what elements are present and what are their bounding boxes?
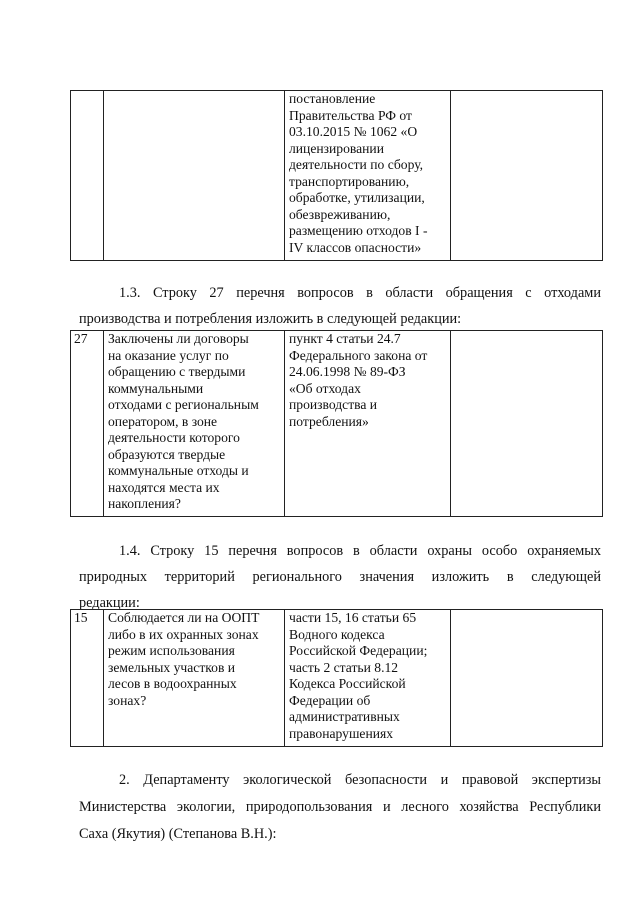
cell-text-line: деятельности по сбору, — [289, 157, 424, 172]
table-row-15 — [70, 609, 603, 747]
cell-legal-basis — [285, 91, 451, 261]
cell-text-line: части 15, 16 статьи 65 — [289, 610, 417, 625]
cell-number: 15 — [71, 610, 104, 747]
cell-notes — [451, 610, 603, 747]
cell-text-line: производства и — [289, 397, 378, 412]
cell-text-line: потребления» — [289, 413, 369, 429]
paragraph-1-3 — [79, 280, 601, 332]
cell-text-line: лесов в водоохранных — [108, 676, 237, 691]
cell-text-line: правонарушениях — [289, 725, 394, 741]
cell-text-line: Федерального закона от — [289, 347, 428, 363]
cell-text-line: на оказание услуг по — [108, 347, 229, 363]
cell-text-line: постановление — [289, 91, 376, 106]
cell-question — [104, 91, 285, 261]
cell-text-line: коммунальными — [108, 380, 204, 396]
cell-question — [104, 610, 285, 747]
cell-text-line: режим использования — [108, 643, 235, 658]
paragraph-line: редакции: — [79, 595, 140, 611]
table-continuation — [70, 90, 603, 261]
paragraph-line: 1.3. Строку 27 перечня вопросов в области обращения с отходами — [119, 285, 601, 301]
cell-text-line: обработке, утилизации, — [289, 190, 425, 205]
paragraph-line: Саха (Якутия) (Степанова В.Н.): — [79, 826, 277, 842]
paragraph-line: производства и потребления изложить в следующей редакции: — [79, 311, 462, 327]
paragraph-1-4 — [79, 538, 601, 616]
cell-text-line: оператором, в зоне — [108, 413, 218, 429]
cell-text-line: либо в их охранных зонах — [108, 626, 259, 642]
cell-text-line: пункт 4 статьи 24.7 — [289, 331, 401, 346]
cell-number: 27 — [71, 331, 104, 517]
cell-text-line: транспортированию, — [289, 173, 410, 189]
cell-text-line: находятся места их — [108, 479, 220, 495]
paragraph-2 — [79, 767, 601, 848]
cell-text-line: обращению с твердыми — [108, 364, 246, 379]
cell-text-line: образуются твердые — [108, 446, 226, 462]
paragraph-line: 2. Департаменту экологической безопасности и правовой экспертизы — [119, 772, 601, 788]
cell-text-line: 24.06.1998 № 89-ФЗ — [289, 364, 406, 379]
cell-text-line: отходами с региональным — [108, 397, 259, 412]
table-row-27 — [70, 330, 603, 517]
cell-text-line: часть 2 статьи 8.12 — [289, 659, 399, 675]
cell-text-line: Федерации об — [289, 692, 371, 708]
cell-text-line: 03.10.2015 № 1062 «О — [289, 124, 418, 139]
cell-text-line: Соблюдается ли на ООПТ — [108, 610, 260, 625]
paragraph-line: природных территорий регионального значения изложить в следующей — [79, 569, 601, 585]
cell-text-line: Кодекса Российской — [289, 676, 406, 691]
cell-text-line: «Об отходах — [289, 380, 361, 396]
cell-notes — [451, 331, 603, 517]
cell-text-line: Правительства РФ от — [289, 107, 412, 123]
cell-text-line: административных — [289, 709, 400, 724]
cell-text-line: земельных участков и — [108, 659, 236, 675]
cell-text-line: Водного кодекса — [289, 626, 385, 642]
cell-text-line: размещению отходов I - — [289, 223, 428, 238]
cell-text-line: зонах? — [108, 692, 147, 708]
cell-text-line: Российской Федерации; — [289, 643, 428, 658]
cell-text-line: накопления? — [108, 496, 181, 511]
table-row — [71, 331, 603, 517]
table-row — [71, 91, 603, 261]
cell-text-line: коммунальные отходы и — [108, 463, 249, 478]
cell-legal-basis — [285, 610, 451, 747]
cell-legal-basis — [285, 331, 451, 517]
cell-text-line: лицензировании — [289, 140, 384, 156]
paragraph-line: 1.4. Строку 15 перечня вопросов в области охраны особо охраняемых — [119, 543, 601, 559]
table-row — [71, 610, 603, 747]
cell-notes — [451, 91, 603, 261]
paragraph-line: Министерства экологии, природопользования и лесного хозяйства Республики — [79, 799, 601, 815]
cell-question — [104, 331, 285, 517]
cell-text-line: деятельности которого — [108, 430, 240, 445]
cell-number — [71, 91, 104, 261]
cell-text-line: Заключены ли договоры — [108, 331, 249, 346]
cell-text-line: IV классов опасности» — [289, 239, 422, 255]
cell-text-line: обезвреживанию, — [289, 206, 391, 222]
